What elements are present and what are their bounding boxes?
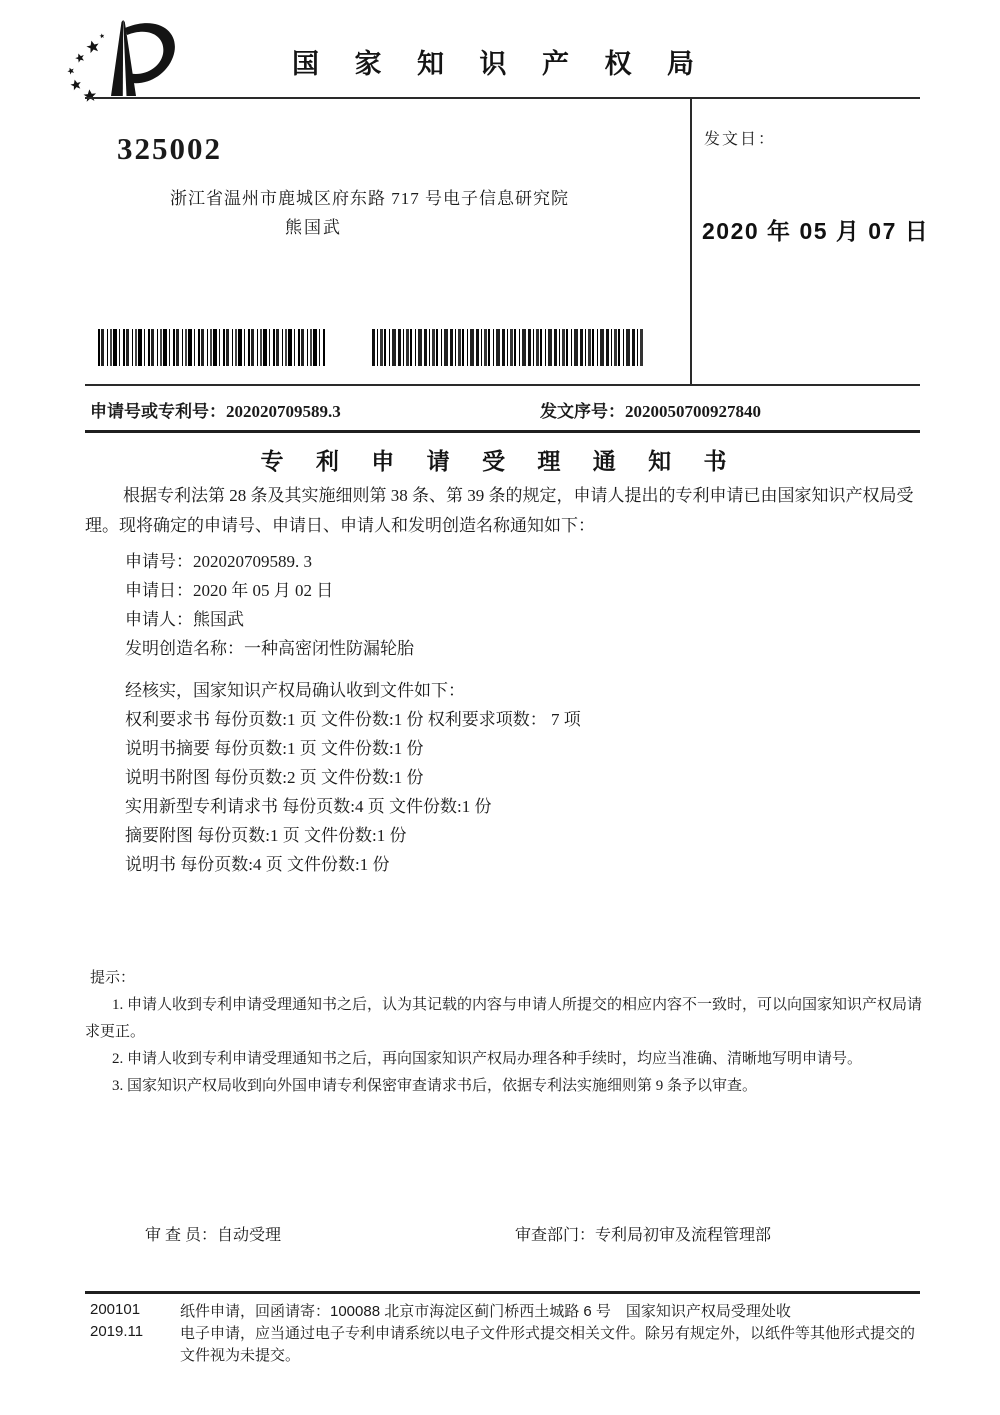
dispatch-serial-label: 发文序号：: [540, 402, 625, 421]
examiner-value: 自动受理: [217, 1227, 282, 1244]
department-value: 专利局初审及流程管理部: [595, 1227, 772, 1244]
footer-divider: [85, 1291, 920, 1294]
note-item-3: 3. 国家知识产权局收到向外国申请专利保密审查请求书后，依据专利法实施细则第 9 条予以审查。: [112, 1078, 758, 1094]
postal-code: 325002: [117, 131, 222, 166]
department-label: 审查部门：: [515, 1227, 596, 1244]
dispatch-date-label: 发文日：: [704, 131, 777, 148]
examiner-label: 审 查 员：: [145, 1227, 218, 1244]
footer-electronic-filing-note: 电子申请，应当通过电子专利申请系统以电子文件形式提交相关文件。除另有规定外，以纸件等其他形式提交的文件视为未提交。: [180, 1325, 916, 1364]
footer-form-code: 200101: [90, 1301, 141, 1318]
dispatch-box-left-border: [690, 97, 692, 386]
department-row: [515, 1222, 771, 1245]
note-item-1: 1. 申请人收到专利申请受理通知书之后，认为其记载的内容与申请人所提交的相应内容不一致时，可以向国家知识产权局请求更正。: [85, 997, 923, 1040]
examiner-row: [145, 1222, 281, 1245]
barcode-left: [98, 329, 325, 366]
title-top-divider: [85, 430, 920, 433]
dispatch-serial-value: 2020050700927840: [625, 402, 761, 421]
document-item: 说明书 每份页数:4 页 文件份数:1 份: [125, 855, 390, 874]
note-item-2: 2. 申请人收到专利申请受理通知书之后，再向国家知识产权局办理各种手续时，均应当准确、清晰地写明申请号。: [112, 1051, 863, 1067]
notes-label: 提示：: [90, 970, 136, 986]
document-item: 摘要附图 每份页数:1 页 文件份数:1 份: [125, 826, 407, 845]
application-number-value: 202020709589.3: [226, 402, 341, 421]
received-intro: 经核实，国家知识产权局确认收到文件如下：: [125, 681, 465, 700]
notice-intro-paragraph: 根据专利法第 28 条及其实施细则第 38 条、第 39 条的规定，申请人提出的专利申请已由国家知识产权局受理。现将确定的申请号、申请日、申请人和发明创造名称通知如下：: [85, 486, 914, 535]
header-divider: [85, 97, 920, 99]
field-applicant: 申请人：熊国武: [125, 610, 244, 629]
dispatch-date-value: 2020 年 05 月 07 日: [702, 218, 930, 244]
recipient-name: 熊国武: [285, 218, 342, 237]
document-item: 说明书附图 每份页数:2 页 文件份数:1 份: [125, 768, 424, 787]
address-block-bottom-divider: [85, 384, 920, 386]
barcode-right: [372, 329, 644, 366]
received-documents-list: [125, 676, 581, 879]
agency-title: 国 家 知 识 产 权 局: [291, 49, 708, 79]
dispatch-serial-row: [540, 397, 761, 422]
application-fields: [125, 547, 414, 663]
field-filing-date: 申请日：2020 年 05 月 02 日: [125, 581, 334, 600]
field-invention-title: 发明创造名称：一种高密闭性防漏轮胎: [125, 639, 414, 658]
field-application-number: 申请号：202020709589. 3: [125, 552, 312, 571]
document-item: 说明书摘要 每份页数:1 页 文件份数:1 份: [125, 739, 424, 758]
application-number-label: 申请号或专利号：: [90, 402, 226, 421]
footer-paper-filing-note: 纸件申请，回函请寄：100088 北京市海淀区蓟门桥西土城路 6 号 国家知识产权局受理处收: [180, 1303, 791, 1320]
document-item: 权利要求书 每份页数:1 页 文件份数:1 份 权利要求项数： 7 项: [125, 710, 581, 729]
notice-title: 专 利 申 请 受 理 通 知 书: [260, 448, 740, 474]
footer-form-revision: 2019.11: [90, 1323, 144, 1340]
mailing-address: 浙江省温州市鹿城区府东路 717 号电子信息研究院: [170, 189, 569, 208]
document-item: 实用新型专利请求书 每份页数:4 页 文件份数:1 份: [125, 797, 492, 816]
application-number-row: [90, 397, 341, 422]
